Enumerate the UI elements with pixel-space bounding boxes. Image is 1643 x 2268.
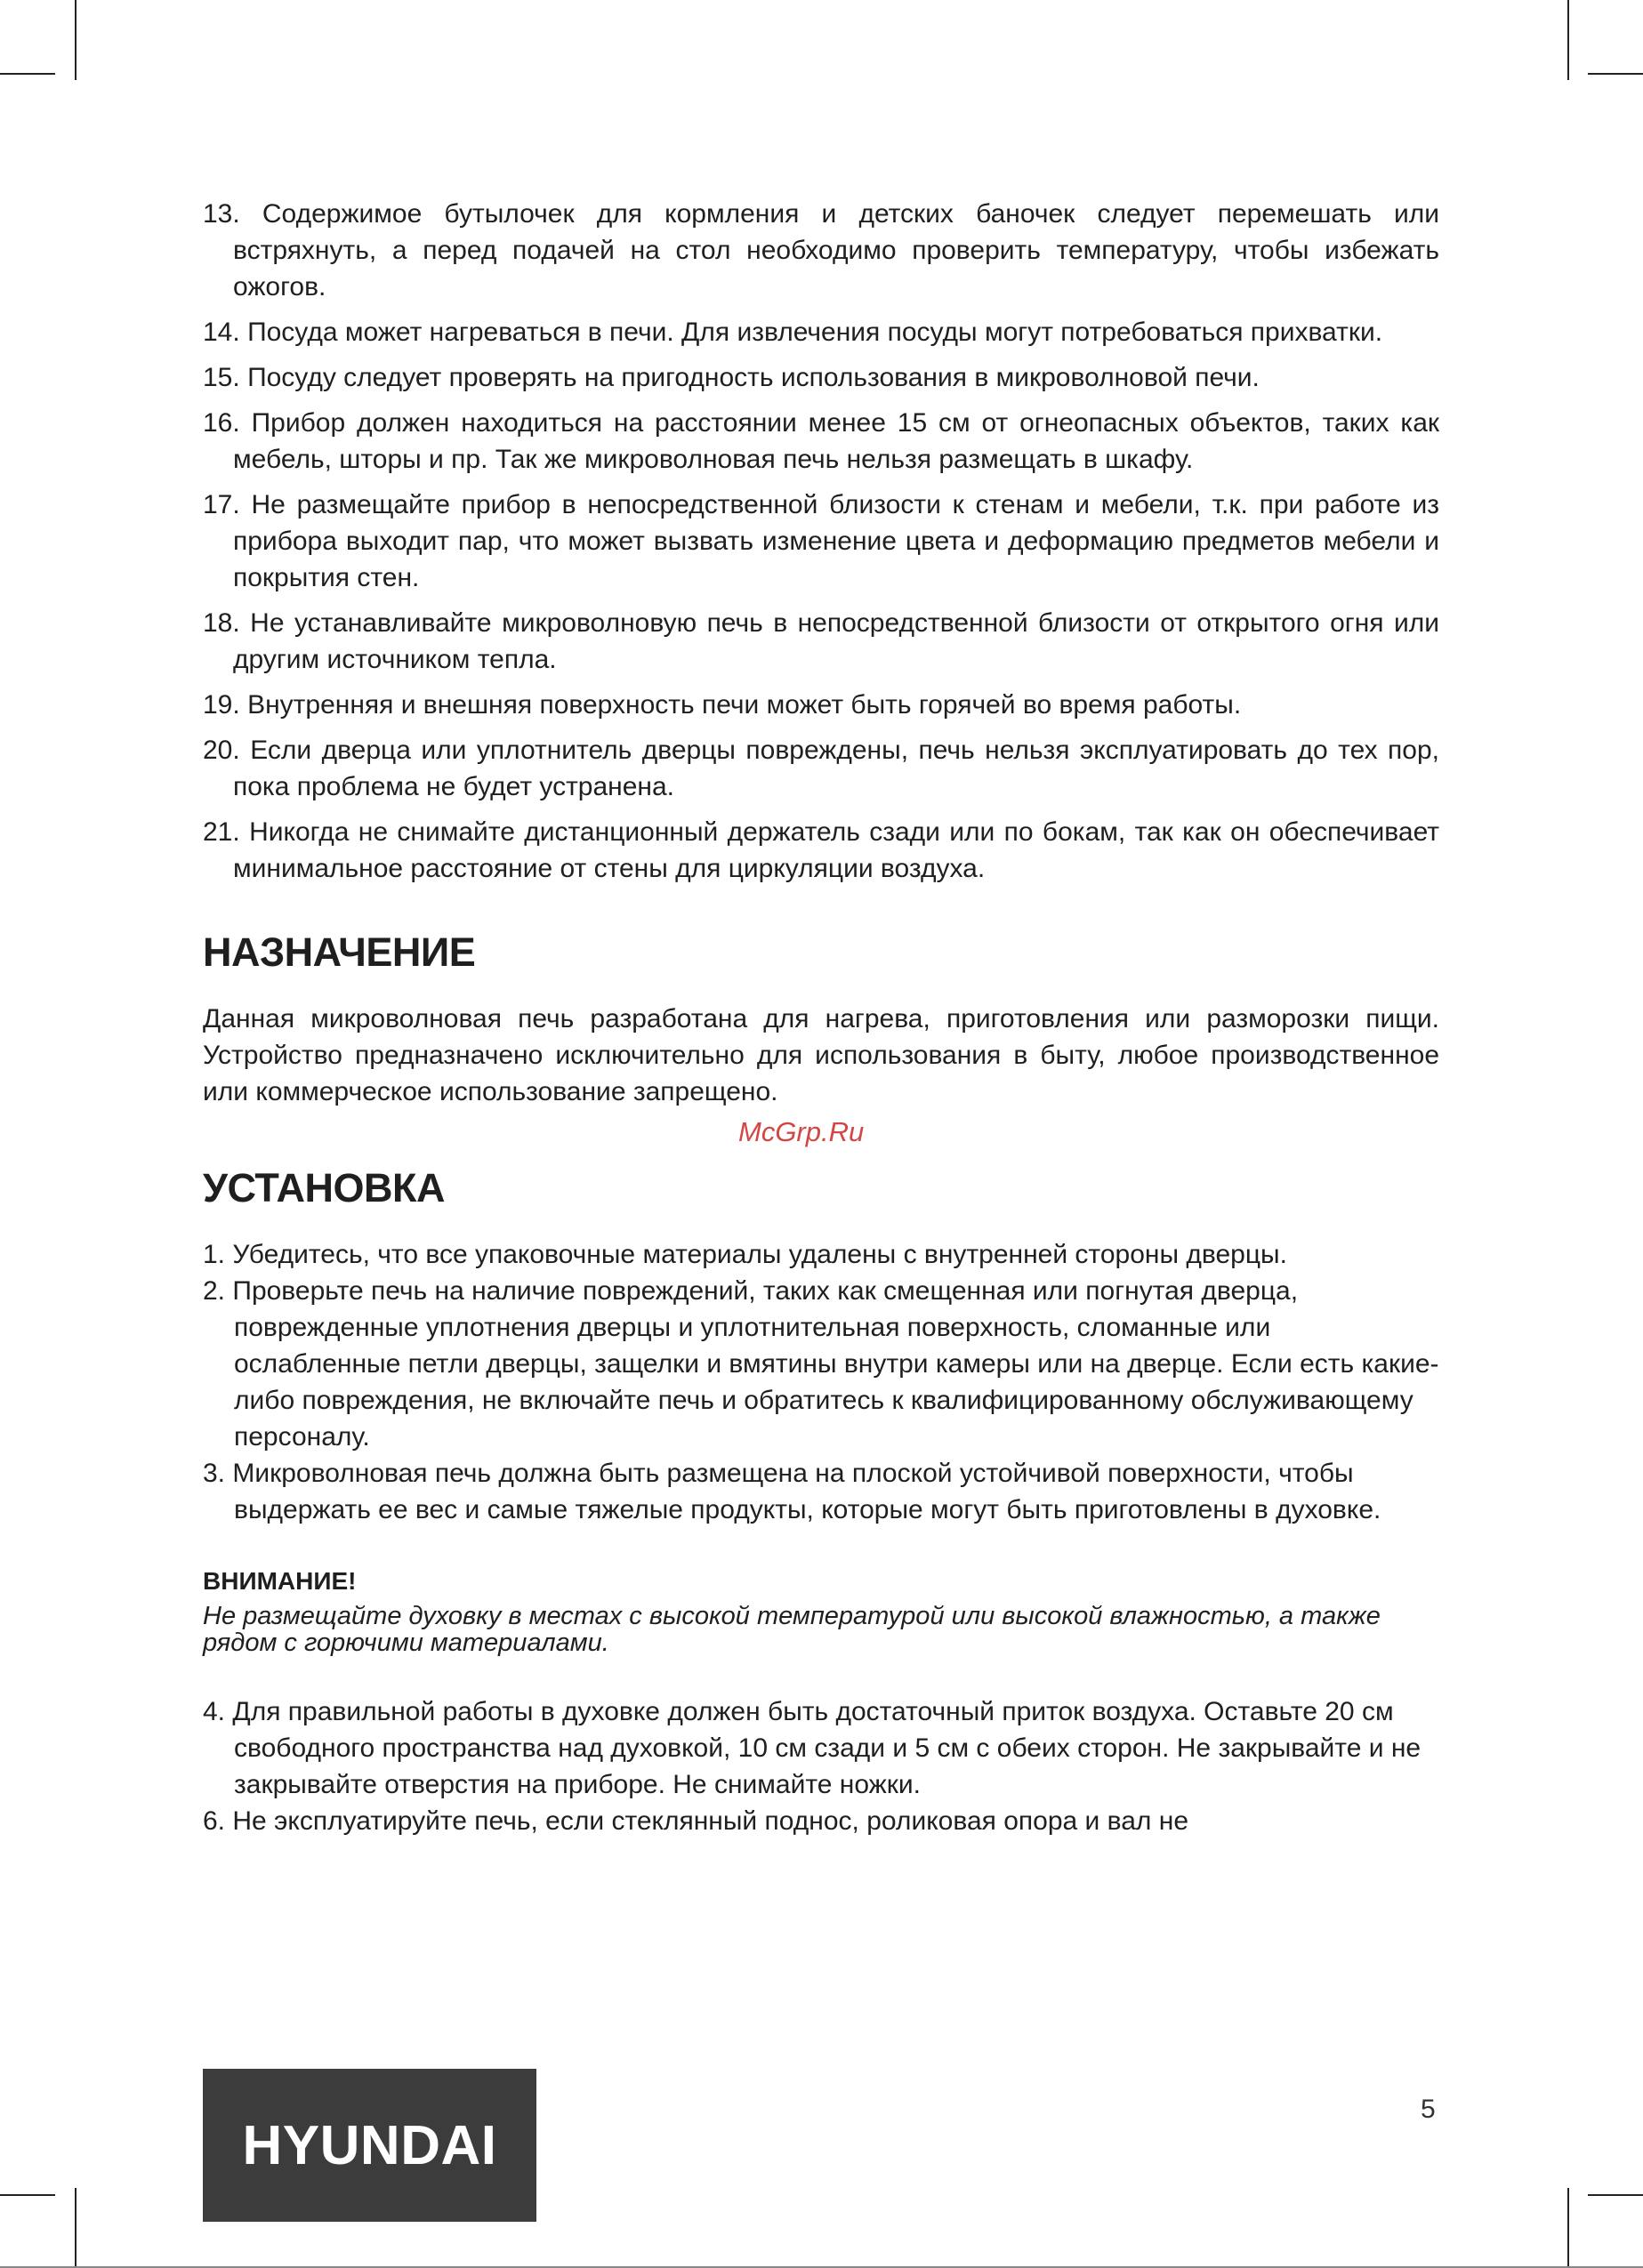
- brand-logo-text: HYUNDAI: [242, 2114, 497, 2176]
- crop-mark: [0, 73, 55, 75]
- crop-mark: [1567, 2188, 1569, 2268]
- list-item: 21. Никогда не снимайте дистанционный держатель сзади или по бокам, так как он обеспечивает минимальное расстояние от стены для циркуляции воздуха.: [203, 817, 1439, 883]
- list-item: 4. Для правильной работы в духовке должен быть достаточный приток воздуха. Оставьте 20 см свободного пространства над духовкой, 10 см сзади и 5 см с обеих сторон. Не закрывайте и не закрывайте отверстия на приборе. Не снимайте ножки.: [203, 1697, 1422, 1799]
- safety-list: [203, 196, 1439, 887]
- purpose-text: Данная микроволновая печь разработана для нагрева, приготовления или разморозки пищи. Устройство предназначено исключительно для использования в быту, любое производственное или коммерческое использование запрещено.: [203, 1004, 1439, 1106]
- page-number: 5: [1421, 2095, 1436, 2124]
- purpose-heading: НАЗНАЧЕНИЕ: [203, 929, 476, 975]
- crop-mark: [75, 2188, 77, 2268]
- crop-mark: [1588, 73, 1643, 75]
- crop-mark: [0, 2194, 55, 2196]
- list-item: 3. Микроволновая печь должна быть размещена на плоской устойчивой поверхности, чтобы выдержать ее вес и самые тяжелые продукты, которые могут быть приготовлены в духовке.: [203, 1459, 1381, 1524]
- list-item: 17. Не размещайте прибор в непосредственной близости к стенам и мебели, т.к. при работе из прибора выходит пар, что может вызвать изменение цвета и деформацию предметов мебели и покрытия стен.: [203, 490, 1439, 592]
- list-item: 2. Проверьте печь на наличие повреждений, таких как смещенная или погнутая дверца, поврежденные уплотнения дверцы и уплотнительная поверхность, сломанные или ослабленные петли дверцы, защелки и вмятины внутри камеры или на дверце. Если есть какие-либо повреждения, не включайте печь и обратитесь к квалифицированному обслуживающему персоналу.: [203, 1276, 1439, 1452]
- list-item: 19. Внутренняя и внешняя поверхность печи может быть горячей во время работы.: [203, 690, 1242, 720]
- crop-mark: [1588, 2194, 1643, 2196]
- list-item: 16. Прибор должен находиться на расстоянии менее 15 см от огнеопасных объектов, таких как мебель, шторы и пр. Так же микроволновая печь нельзя размещать в шкафу.: [203, 408, 1440, 474]
- crop-mark: [75, 0, 77, 80]
- warning-title: ВНИМАНИЕ!: [203, 1567, 357, 1595]
- installation-heading: УСТАНОВКА: [203, 1165, 445, 1210]
- list-item: 18. Не устанавливайте микроволновую печь в непосредственной близости от открытого огня или другим источником тепла.: [203, 608, 1439, 674]
- list-item: 15. Посуду следует проверять на пригодность использования в микроволновой печи.: [203, 363, 1260, 392]
- brand-logo: [203, 2069, 536, 2222]
- list-item: 20. Если дверца или уплотнитель дверцы повреждены, печь нельзя эксплуатировать до тех пор, пока проблема не будет устранена.: [203, 736, 1439, 801]
- list-item: 14. Посуда может нагреваться в печи. Для извлечения посуды могут потребоваться прихватки.: [203, 318, 1383, 347]
- crop-mark: [1567, 0, 1569, 80]
- list-item: 6. Не эксплуатируйте печь, если стеклянный поднос, роликовая опора и вал не: [203, 1806, 1188, 1836]
- warning-text: Не размещайте духовку в местах с высокой температурой или высокой влажностью, а также рядом с горючими материалами.: [203, 1602, 1381, 1657]
- installation-list-continued: [203, 1693, 1439, 1839]
- page-content: [203, 196, 1439, 1839]
- installation-list: [203, 1236, 1439, 1528]
- list-item: 13. Содержимое бутылочек для кормления и детских баночек следует перемешать или встряхнуть, а перед подачей на стол необходимо проверить температуру, чтобы избежать ожогов.: [203, 199, 1439, 302]
- watermark: McGrp.Ru: [738, 1116, 865, 1147]
- list-item: 1. Убедитесь, что все упаковочные материалы удалены с внутренней стороны дверцы.: [203, 1240, 1287, 1269]
